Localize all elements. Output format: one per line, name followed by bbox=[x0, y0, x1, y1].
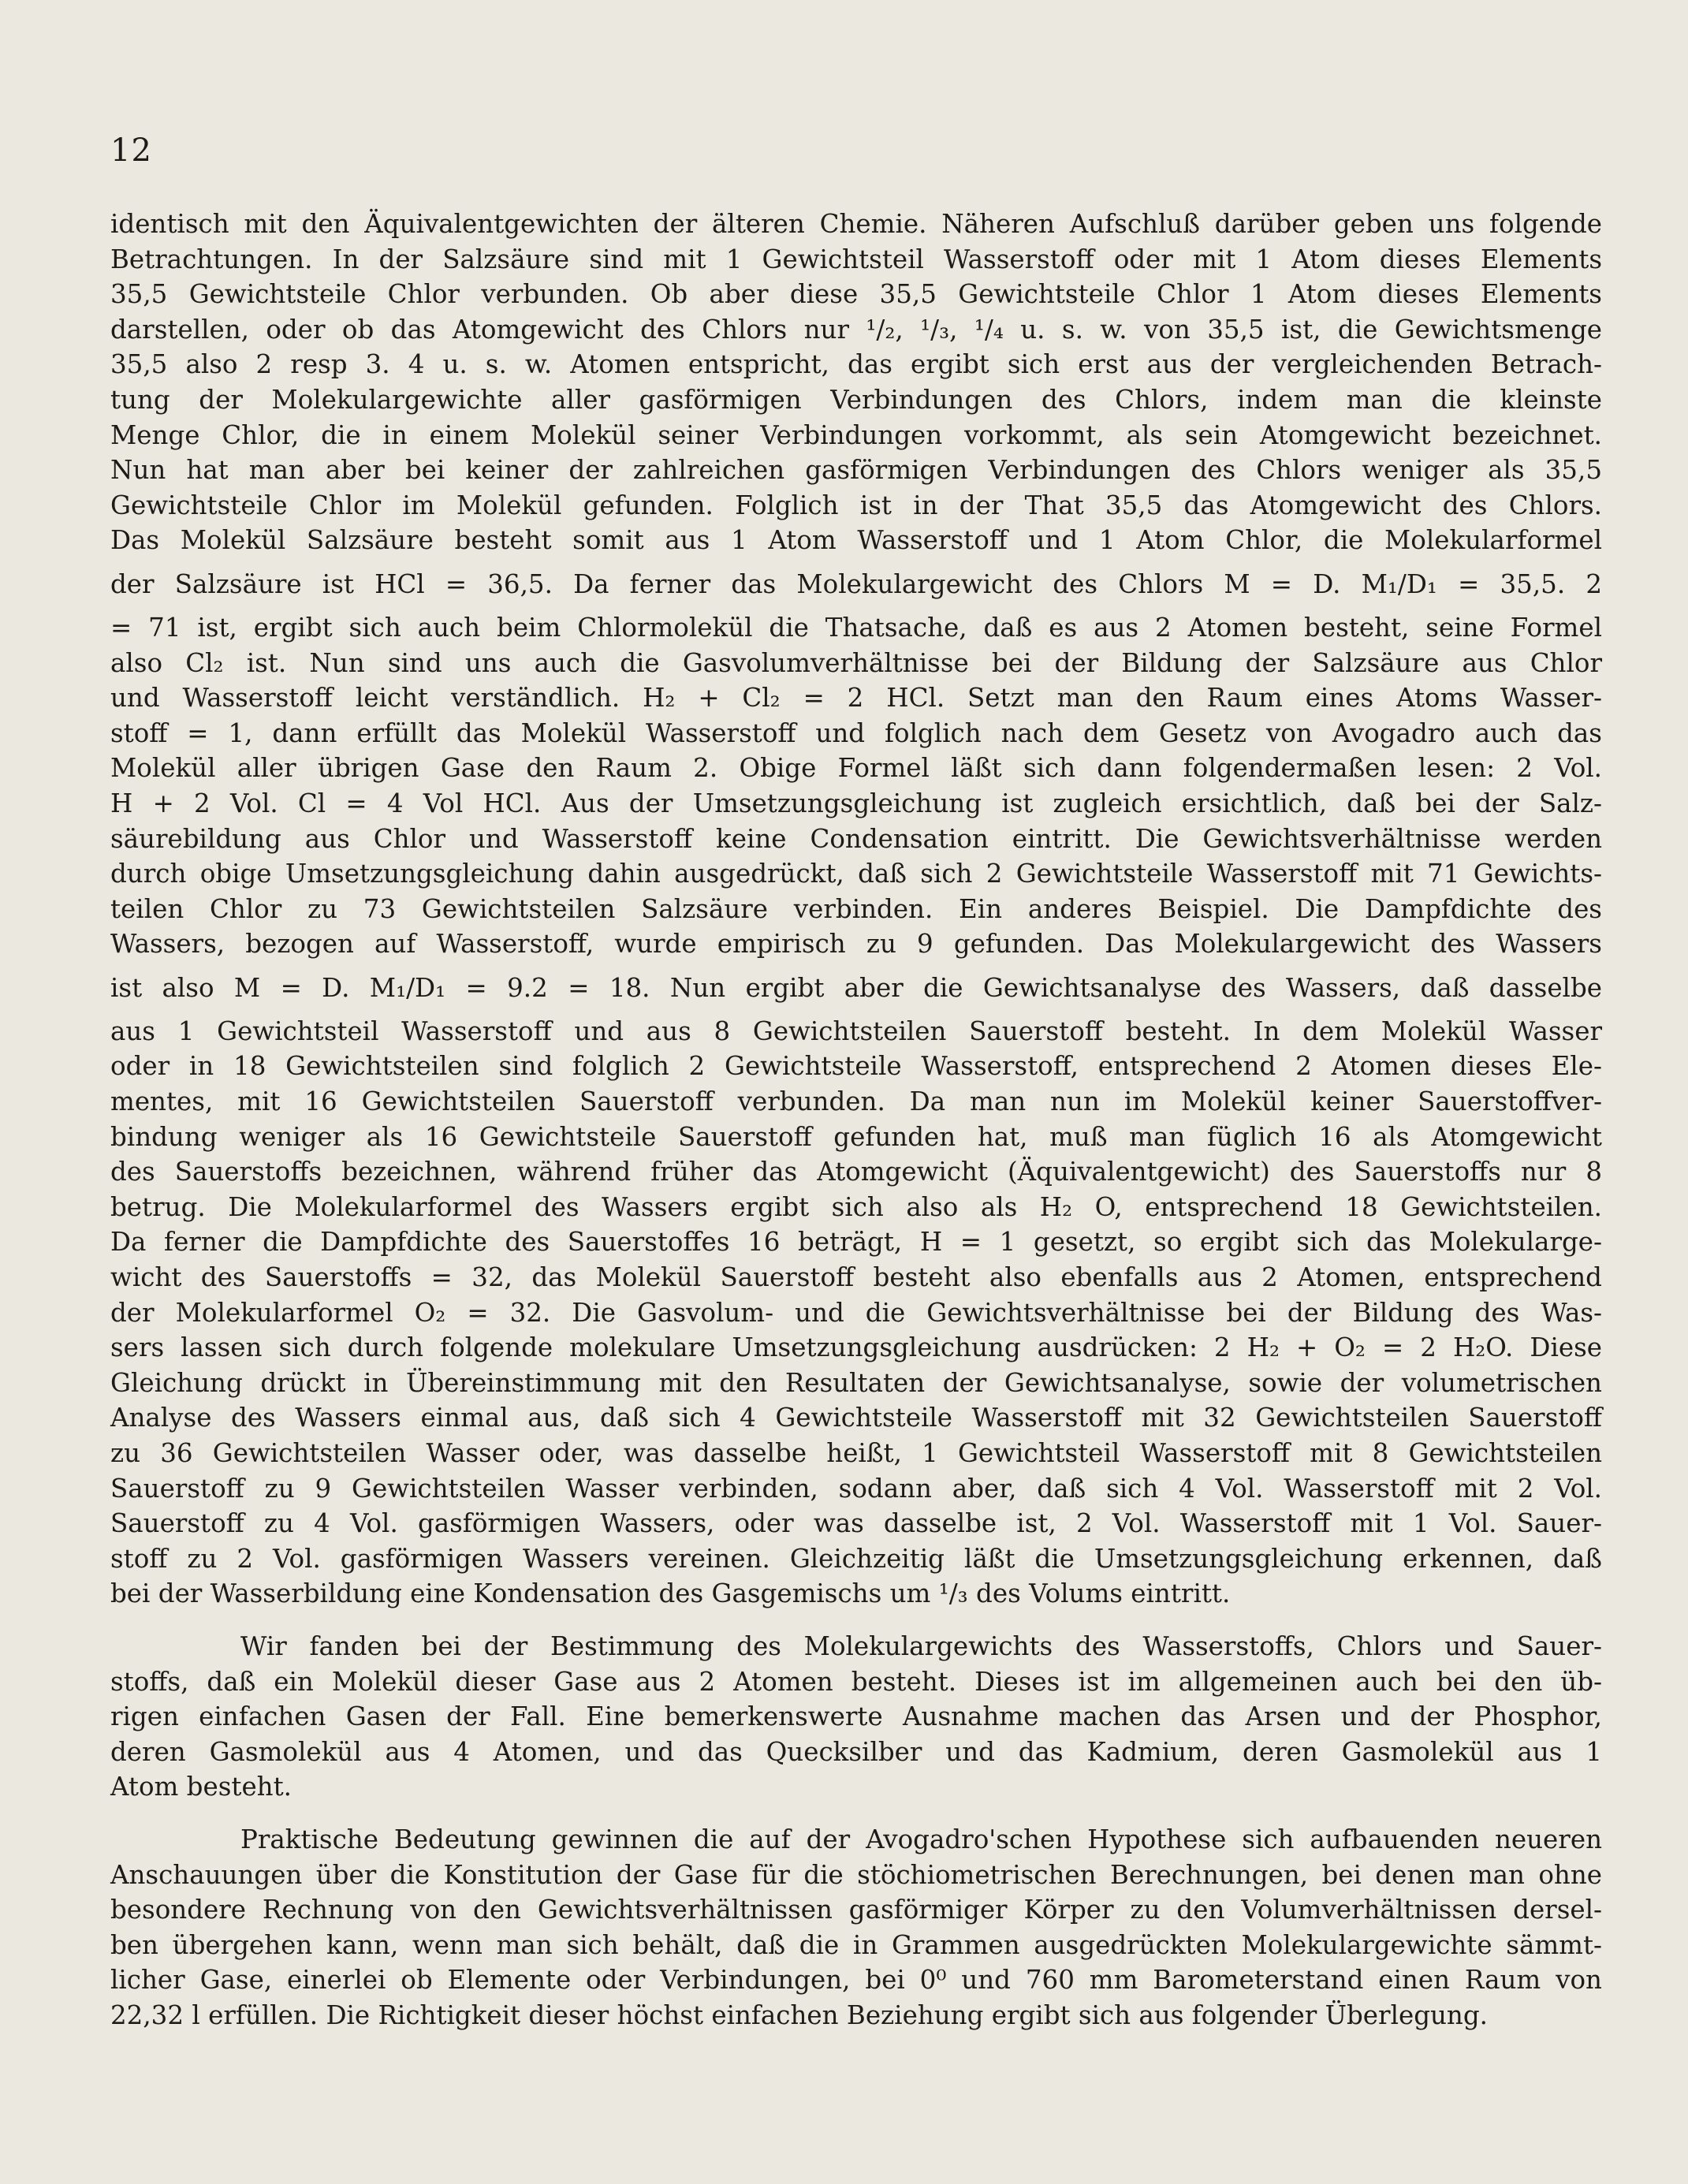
text-line: betrug. Die Molekularformel des Wassers ergibt sich also als H₂ O, entsprechend 18 Gewichtsteilen. bbox=[110, 1191, 1602, 1222]
text-line: Menge Chlor, die in einem Molekül seiner Verbindungen vorkommt, als sein Atomgewicht bezeichnet. bbox=[110, 419, 1602, 450]
text-line: Gleichung drückt in Übereinstimmung mit den Resultaten der Gewichtsanalyse, sowie der volumetrischen bbox=[110, 1367, 1602, 1398]
text-line: Das Molekül Salzsäure besteht somit aus 1 Atom Wasserstoff und 1 Atom Chlor, die Molekularformel bbox=[110, 525, 1602, 556]
text-line: 35,5 also 2 resp 3. 4 u. s. w. Atomen entspricht, das ergibt sich erst aus der vergleichenden Betrach- bbox=[110, 349, 1602, 380]
text-line: Wassers, bezogen auf Wasserstoff, wurde empirisch zu 9 gefunden. Das Molekulargewicht des Wassers bbox=[110, 929, 1602, 960]
paragraph bbox=[110, 1629, 1602, 1805]
text-line: Wir fanden bei der Bestimmung des Molekulargewichts des Wasserstoffs, Chlors und Sauer- bbox=[240, 1631, 1602, 1661]
paragraph-gap bbox=[110, 1805, 1602, 1822]
text-line: Da ferner die Dampfdichte des Sauerstoffes 16 beträgt, H = 1 gesetzt, so ergibt sich das Molekularge- bbox=[110, 1227, 1602, 1258]
text-line: Atom besteht. bbox=[110, 1772, 293, 1802]
text-line: H + 2 Vol. Cl = 4 Vol HCl. Aus der Umsetzungsgleichung ist zugleich ersichtlich, daß bei der Salz- bbox=[110, 788, 1602, 818]
text-line: 35,5 Gewichtsteile Chlor verbunden. Ob aber diese 35,5 Gewichtsteile Chlor 1 Atom dieses Elements bbox=[110, 279, 1602, 310]
text-line: bei der Wasserbildung eine Kondensation des Gasgemischs um ¹/₃ des Volums eintritt. bbox=[110, 1578, 1231, 1609]
text-line: Betrachtungen. In der Salzsäure sind mit 1 Gewichtsteil Wasserstoff oder mit 1 Atom dieses Elements bbox=[110, 244, 1602, 274]
text-line: Sauerstoff zu 4 Vol. gasförmigen Wassers, oder was dasselbe ist, 2 Vol. Wasserstoff mit 1 Vol. Sauer- bbox=[110, 1508, 1602, 1539]
text-line: Praktische Bedeutung gewinnen die auf der Avogadro'schen Hypothese sich aufbauenden neueren bbox=[240, 1824, 1602, 1854]
text-line: wicht des Sauerstoffs = 32, das Molekül Sauerstoff besteht also ebenfalls aus 2 Atomen, entsprechend bbox=[110, 1262, 1602, 1293]
text-line: rigen einfachen Gasen der Fall. Eine bemerkenswerte Ausnahme machen das Arsen und der Phosphor, bbox=[110, 1701, 1602, 1732]
text-line: der Salzsäure ist HCl = 36,5. Da ferner das Molekulargewicht des Chlors M = D. M₁/D₁ = 35,5. 2 bbox=[110, 568, 1602, 599]
text-line: und Wasserstoff leicht verständlich. H₂ + Cl₂ = 2 HCl. Setzt man den Raum eines Atoms Wasser- bbox=[110, 683, 1602, 714]
text-line: säurebildung aus Chlor und Wasserstoff keine Condensation eintritt. Die Gewichtsverhältnisse werden bbox=[110, 823, 1602, 854]
text-line: also Cl₂ ist. Nun sind uns auch die Gasvolumverhältnisse bei der Bildung der Salzsäure aus Chlor bbox=[110, 647, 1602, 678]
text-line: teilen Chlor zu 73 Gewichtsteilen Salzsäure verbinden. Ein anderes Beispiel. Die Dampfdichte des bbox=[110, 893, 1602, 924]
text-line: bindung weniger als 16 Gewichtsteile Sauerstoff gefunden hat, muß man füglich 16 als Atomgewicht bbox=[110, 1121, 1602, 1152]
text-line: oder in 18 Gewichtsteilen sind folglich 2 Gewichtsteile Wasserstoff, entsprechend 2 Atomen dieses Ele- bbox=[110, 1051, 1602, 1082]
text-line: licher Gase, einerlei ob Elemente oder Verbindungen, bei 0⁰ und 760 mm Barometerstand einen Raum von bbox=[110, 1965, 1602, 1996]
text-line: 22,32 l erfüllen. Die Richtigkeit dieser höchst einfachen Beziehung ergibt sich aus folgender Überlegung. bbox=[110, 2000, 1489, 2030]
text-line: ben übergehen kann, wenn man sich behält, daß die in Grammen ausgedrückten Molekulargewichte sämmt- bbox=[110, 1929, 1602, 1960]
text-line: darstellen, oder ob das Atomgewicht des Chlors nur ¹/₂, ¹/₃, ¹/₄ u. s. w. von 35,5 ist, die Gewichtsmenge bbox=[110, 314, 1602, 345]
text-line: zu 36 Gewichtsteilen Wasser oder, was dasselbe heißt, 1 Gewichtsteil Wasserstoff mit 8 Gewichtsteilen bbox=[110, 1438, 1602, 1468]
text-line: stoff = 1, dann erfüllt das Molekül Wasserstoff und folglich nach dem Gesetz von Avogadro auch das bbox=[110, 717, 1602, 748]
text-line: Sauerstoff zu 9 Gewichtsteilen Wasser verbinden, sodann aber, daß sich 4 Vol. Wasserstoff mit 2 Vol. bbox=[110, 1473, 1602, 1504]
text-line: deren Gasmolekül aus 4 Atomen, und das Quecksilber und das Kadmium, deren Gasmolekül aus 1 bbox=[110, 1736, 1602, 1767]
text-line: = 71 ist, ergibt sich auch beim Chlormolekül die Thatsache, daß es aus 2 Atomen besteht, seine Formel bbox=[110, 612, 1602, 643]
text-line: besondere Rechnung von den Gewichtsverhältnissen gasförmiger Körper zu den Volumverhältnissen dersel- bbox=[110, 1895, 1602, 1925]
text-line: Anschauungen über die Konstitution der Gase für die stöchiometrischen Berechnungen, bei denen man ohne bbox=[110, 1859, 1602, 1890]
paragraph-gap bbox=[110, 1612, 1602, 1629]
text-line: Nun hat man aber bei keiner der zahlreichen gasförmigen Verbindungen des Chlors weniger als 35,5 bbox=[110, 455, 1602, 486]
text-line: aus 1 Gewichtsteil Wasserstoff und aus 8 Gewichtsteilen Sauerstoff besteht. In dem Molekül Wasser bbox=[110, 1016, 1602, 1046]
text-line: stoffs, daß ein Molekül dieser Gase aus 2 Atomen besteht. Dieses ist im allgemeinen auch bei den üb- bbox=[110, 1666, 1602, 1697]
text-line: ist also M = D. M₁/D₁ = 9.2 = 18. Nun ergibt aber die Gewichtsanalyse des Wassers, daß dasselbe bbox=[110, 972, 1602, 1003]
text-line: sers lassen sich durch folgende molekulare Umsetzungsgleichung ausdrücken: 2 H₂ + O₂ = 2 H₂O. Diese bbox=[110, 1332, 1602, 1363]
text-line: durch obige Umsetzungsgleichung dahin ausgedrückt, daß sich 2 Gewichtsteile Wasserstoff mit 71 Gewichts- bbox=[110, 859, 1602, 889]
text-line: mentes, mit 16 Gewichtsteilen Sauerstoff verbunden. Da man nun im Molekül keiner Sauerstoffver- bbox=[110, 1086, 1602, 1117]
text-line: des Sauerstoffs bezeichnen, während früher das Atomgewicht (Äquivalentgewicht) des Sauerstoffs nur 8 bbox=[110, 1157, 1602, 1187]
text-line: Analyse des Wassers einmal aus, daß sich 4 Gewichtsteile Wasserstoff mit 32 Gewichtsteilen Sauerstoff bbox=[110, 1403, 1602, 1433]
text-line: Molekül aller übrigen Gase den Raum 2. Obige Formel läßt sich dann folgendermaßen lesen: 2 Vol. bbox=[110, 753, 1602, 784]
text-line: der Molekularformel O₂ = 32. Die Gasvolum- und die Gewichtsverhältnisse bei der Bildung des Was- bbox=[110, 1297, 1602, 1328]
paragraph bbox=[110, 1822, 1602, 2033]
text-line: Gewichtsteile Chlor im Molekül gefunden. Folglich ist in der That 35,5 das Atomgewicht des Chlors. bbox=[110, 490, 1602, 520]
page-number: 12 bbox=[110, 132, 152, 169]
paragraph bbox=[110, 207, 1602, 1612]
text-line: tung der Molekulargewichte aller gasförmigen Verbindungen des Chlors, indem man die kleinste bbox=[110, 384, 1602, 415]
text-line: stoff zu 2 Vol. gasförmigen Wassers vereinen. Gleichzeitig läßt die Umsetzungsgleichung erkennen, daß bbox=[110, 1543, 1602, 1574]
text-line: identisch mit den Äquivalentgewichten der älteren Chemie. Näheren Aufschluß darüber geben uns folgende bbox=[110, 209, 1602, 239]
body-text bbox=[110, 207, 1602, 2033]
